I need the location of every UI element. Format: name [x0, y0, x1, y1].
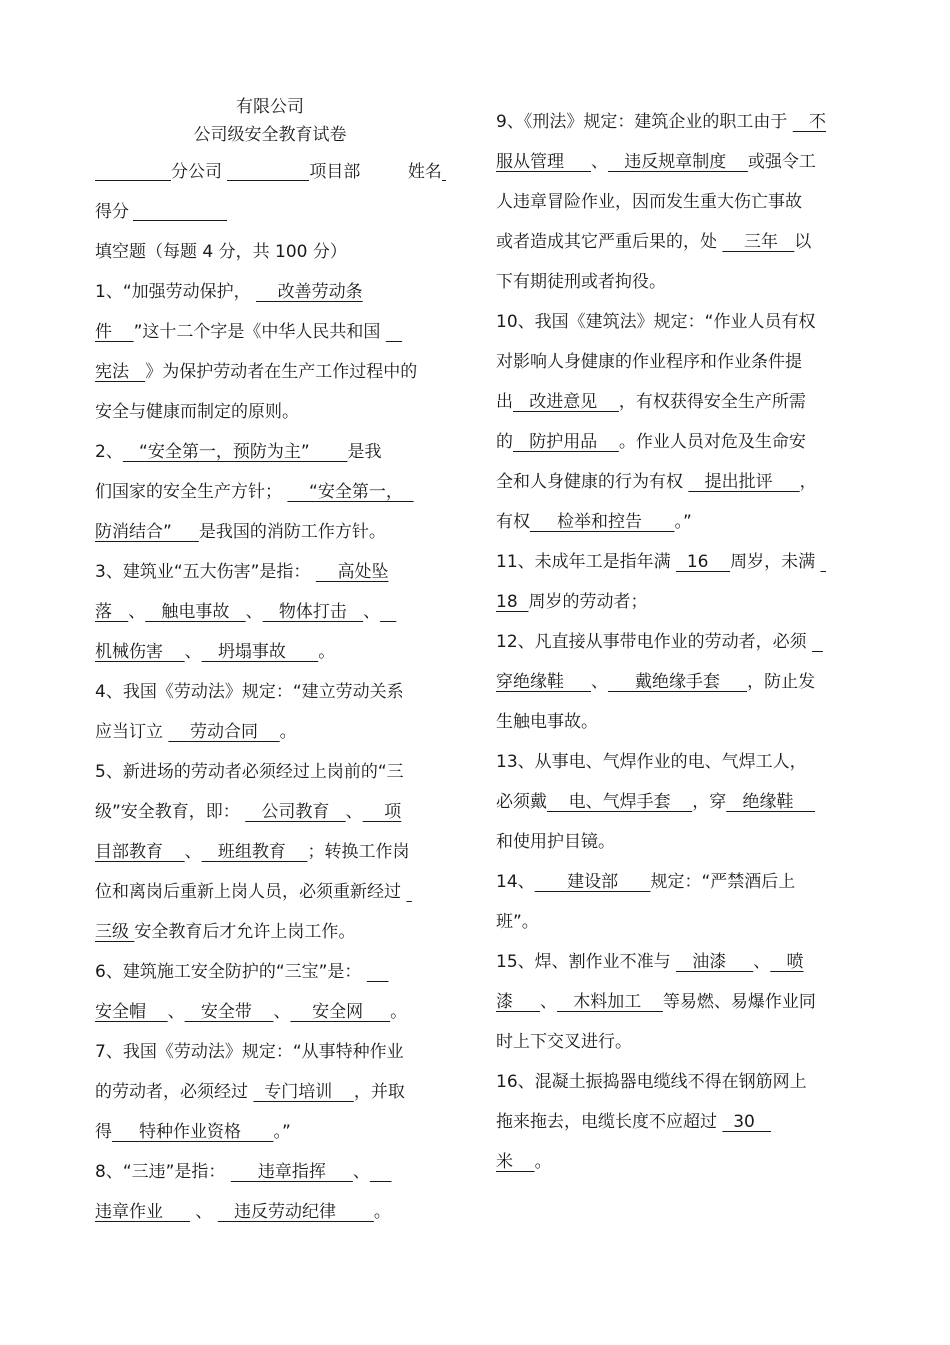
question-text: 生触电事故。	[496, 712, 598, 732]
right-line	[496, 831, 615, 853]
right-line	[496, 911, 539, 933]
question-text: 、	[753, 952, 771, 972]
question-text: ，有权获得安全生产所需	[618, 392, 806, 412]
question-text: 、	[245, 602, 263, 622]
right-line	[496, 951, 804, 973]
question-text: 7、我国《劳动法》规定：“从事特种作业	[95, 1042, 404, 1062]
question-text: 们国家的安全生产方针；	[95, 482, 288, 502]
question-text: ，	[799, 472, 817, 492]
left-line	[95, 1201, 391, 1223]
question-text: 、	[190, 1202, 218, 1222]
question-text: 、	[273, 1002, 291, 1022]
answer-fill[interactable]: 高处坠	[315, 562, 389, 582]
question-text: 对影响人身健康的作业程序和作业条件提	[496, 352, 802, 372]
right-line	[496, 511, 692, 533]
question-text: 、	[184, 642, 202, 662]
right-line	[496, 351, 802, 373]
right-line	[496, 111, 826, 133]
question-text: 周岁的劳动者；	[528, 592, 648, 612]
answer-fill[interactable]: 改善劳动条	[256, 282, 363, 302]
right-line	[496, 551, 826, 573]
answer-fill[interactable]: 建设部	[534, 872, 651, 892]
left-line	[95, 641, 335, 663]
question-text: 、	[167, 1002, 185, 1022]
answer-fill[interactable]: 防护用品	[513, 432, 619, 452]
question-text: 、	[591, 152, 609, 172]
question-text: 时上下交叉进行。	[496, 1032, 632, 1052]
right-line	[496, 711, 598, 733]
answer-fill[interactable]: “安全第一，	[287, 482, 414, 502]
name-blank[interactable]	[442, 162, 446, 181]
form-row	[95, 161, 446, 183]
right-line	[496, 271, 666, 293]
question-text: 或强令工	[747, 152, 816, 172]
answer-fill[interactable]: 专门培训	[253, 1082, 354, 1102]
question-text: 14、	[496, 872, 535, 892]
right-line	[496, 1031, 632, 1053]
answer-fill[interactable]	[812, 632, 823, 652]
question-text: 13、从事电、气焊作业的电、气焊工人，	[496, 752, 807, 772]
question-text: 2、	[95, 442, 123, 462]
question-text: 4、我国《劳动法》规定：“建立劳动关系	[95, 682, 404, 702]
answer-fill[interactable]	[386, 322, 402, 342]
right-line	[496, 311, 815, 333]
branch-blank[interactable]	[95, 162, 171, 181]
answer-fill[interactable]: 件	[95, 322, 134, 342]
question-text: 安全与健康而制定的原则。	[95, 402, 299, 422]
left-line	[95, 601, 396, 623]
score-blank[interactable]	[133, 202, 227, 221]
question-text: 规定：“严禁酒后上	[650, 872, 796, 892]
name-label: 姓名	[407, 162, 442, 182]
answer-fill[interactable]: “安全第一，预防为主”	[122, 442, 348, 462]
left-line	[95, 1161, 392, 1183]
question-text: 8、“三违”是指：	[95, 1162, 231, 1182]
question-text: 是我	[347, 442, 382, 462]
question-text: 。	[390, 1002, 408, 1022]
left-line	[95, 481, 414, 503]
company-name: 有限公司	[236, 97, 304, 117]
answer-fill[interactable]: 不	[792, 112, 826, 132]
dept-label: 项目部	[309, 162, 361, 182]
question-text: 。”	[273, 1122, 291, 1142]
question-text: 和使用护目镜。	[496, 832, 615, 852]
answer-fill[interactable]: 物体打击	[262, 602, 364, 622]
answer-fill[interactable]: 提出批评	[688, 472, 800, 492]
question-text: ”这十二个字是《中华人民共和国	[133, 322, 386, 342]
answer-fill[interactable]	[380, 602, 396, 622]
left-line	[95, 1001, 407, 1023]
answer-fill[interactable]: 公司教育	[245, 802, 346, 822]
right-line	[496, 871, 795, 893]
answer-fill[interactable]: 项	[362, 802, 402, 822]
answer-fill[interactable]: 米	[496, 1152, 535, 1172]
left-line	[95, 801, 401, 823]
left-line	[95, 1121, 291, 1143]
question-text: 15、焊、割作业不准与	[496, 952, 677, 972]
left-line	[95, 881, 412, 903]
answer-fill[interactable]: 违章指挥	[230, 1162, 353, 1182]
question-text: ，防止发	[747, 672, 816, 692]
score-label: 得分	[95, 202, 129, 222]
question-text: 10、我国《建筑法》规定：“作业人员有权	[496, 312, 816, 332]
question-text: 。	[279, 722, 297, 742]
question-text: 6、建筑施工安全防护的“三宝”是：	[95, 962, 367, 982]
right-line	[496, 1071, 807, 1093]
answer-fill[interactable]: 改进意见	[513, 392, 619, 412]
question-text: 以	[794, 232, 812, 252]
left-line	[95, 761, 404, 783]
question-text: 5、新进场的劳动者必须经过上岗前的“三	[95, 762, 404, 782]
question-text: 12、凡直接从事带电作业的劳动者，必须	[496, 632, 813, 652]
right-line	[496, 591, 647, 613]
right-line	[496, 151, 816, 173]
question-text: 、	[540, 992, 558, 1012]
answer-fill[interactable]: 机械伤害	[95, 642, 185, 662]
right-line	[496, 1111, 771, 1133]
right-line	[496, 231, 811, 253]
question-text: 等易燃、易爆作业同	[662, 992, 816, 1012]
right-line	[496, 1151, 552, 1173]
question-text: 全和人身健康的行为有权	[496, 472, 689, 492]
question-text: ，穿	[692, 792, 727, 812]
question-text: 、	[184, 842, 202, 862]
left-line	[95, 361, 417, 383]
question-text: ，并取	[353, 1082, 405, 1102]
answer-fill[interactable]: 木料加工	[557, 992, 663, 1012]
question-text: 》为保护劳动者在生产工作过程中的	[145, 362, 418, 382]
question-text: 16、混凝土振捣器电缆线不得在钢筋网上	[496, 1072, 807, 1092]
question-text: 的劳动者，必须经过	[95, 1082, 254, 1102]
question-text: 1、“加强劳动保护，	[95, 282, 257, 302]
question-text: 、	[363, 602, 381, 622]
answer-fill[interactable]: 触电事故	[145, 602, 246, 622]
answer-fill[interactable]: 三级	[95, 922, 135, 942]
right-line	[496, 391, 806, 413]
left-line	[95, 841, 409, 863]
answer-fill[interactable]: 服从管理	[496, 152, 592, 172]
answer-fill[interactable]: 穿绝缘鞋	[496, 672, 592, 692]
question-text: 。作业人员对危及生命安	[618, 432, 806, 452]
right-line	[496, 431, 806, 453]
answer-fill[interactable]: 30	[722, 1112, 772, 1132]
answer-fill[interactable]: 落	[95, 602, 129, 622]
answer-fill[interactable]: 18	[496, 592, 529, 612]
question-text: 位和离岗后重新上岗人员，必须重新经过	[95, 882, 407, 902]
question-text: 班”。	[496, 912, 539, 932]
answer-fill[interactable]: 检举和控告	[530, 512, 675, 532]
answer-fill[interactable]: 三年	[722, 232, 795, 252]
question-text: 11、未成年工是指年满	[496, 552, 677, 572]
question-text: ；转换工作岗	[307, 842, 410, 862]
question-text: 。”	[674, 512, 692, 532]
left-line	[95, 521, 386, 543]
question-text: 9、《刑法》规定：建筑企业的职工由于	[496, 112, 793, 132]
question-text: 安全教育后才允许上岗工作。	[134, 922, 356, 942]
left-line	[95, 401, 299, 423]
question-text: 周岁，未满	[730, 552, 821, 572]
answer-fill[interactable]: 违反劳动纪律	[217, 1202, 374, 1222]
question-text: 下有期徒刑或者拘役。	[496, 272, 666, 292]
question-text: 、	[591, 672, 609, 692]
question-text: 3、建筑业“五大伤害”是指：	[95, 562, 316, 582]
question-text: 有权	[496, 512, 530, 532]
score-row	[95, 201, 227, 223]
question-text: 级”安全教育，即：	[95, 802, 246, 822]
left-line	[95, 1041, 404, 1063]
section-title: 填空题（每题 4 分，共 100 分）	[95, 242, 347, 262]
answer-fill[interactable]: 劳动合同	[168, 722, 280, 742]
right-line	[496, 991, 816, 1013]
dept-blank[interactable]	[227, 162, 309, 181]
answer-fill[interactable]: 防消结合”	[95, 522, 199, 542]
answer-fill[interactable]	[367, 962, 389, 982]
right-line	[496, 671, 815, 693]
answer-fill[interactable]: 漆	[496, 992, 541, 1012]
left-line	[95, 441, 381, 463]
question-text: 得	[95, 1122, 112, 1142]
question-text: 人违章冒险作业，因而发生重大伤亡事故	[496, 192, 802, 212]
answer-fill[interactable]: 宪法	[95, 362, 146, 382]
question-text: 、	[345, 802, 363, 822]
left-line	[95, 281, 363, 303]
question-text: 、	[128, 602, 146, 622]
answer-fill[interactable]: 电、气焊手套	[547, 792, 693, 812]
left-line	[95, 921, 355, 943]
right-line	[496, 471, 817, 493]
right-line	[496, 191, 802, 213]
answer-fill[interactable]: 安全网	[290, 1002, 391, 1022]
left-line	[95, 721, 297, 743]
branch-label: 分公司	[171, 162, 222, 182]
answer-fill[interactable]: 特种作业资格	[112, 1122, 274, 1142]
question-text: 、	[352, 1162, 370, 1182]
answer-fill[interactable]: 目部教育	[95, 842, 185, 862]
answer-fill[interactable]: 16	[676, 552, 731, 572]
answer-fill[interactable]: 戴绝缘手套	[608, 672, 748, 692]
left-line	[95, 561, 388, 583]
answer-fill[interactable]: 油漆	[676, 952, 754, 972]
question-text: 。	[373, 1202, 391, 1222]
answer-fill[interactable]	[406, 882, 411, 902]
left-line	[95, 1081, 405, 1103]
question-text: 必须戴	[496, 792, 547, 812]
answer-fill[interactable]: 违反规章制度	[608, 152, 748, 172]
answer-fill[interactable]	[821, 552, 826, 572]
left-line	[95, 681, 404, 703]
question-text: 的	[496, 432, 513, 452]
left-line	[95, 321, 402, 343]
question-text: 。	[318, 642, 336, 662]
answer-fill[interactable]: 违章作业	[95, 1202, 191, 1222]
left-line	[95, 961, 388, 983]
answer-fill[interactable]: 安全带	[184, 1002, 274, 1022]
answer-fill[interactable]: 绝缘鞋	[726, 792, 816, 812]
question-text: 或者造成其它严重后果的，处	[496, 232, 723, 252]
right-line	[496, 751, 807, 773]
question-text: 应当订立	[95, 722, 169, 742]
right-line	[496, 791, 815, 813]
answer-fill[interactable]	[370, 1162, 392, 1182]
question-text: 拖来拖去，电缆长度不应超过	[496, 1112, 723, 1132]
question-text: 是我国的消防工作方针。	[198, 522, 386, 542]
question-text: 出	[496, 392, 513, 412]
right-line	[496, 631, 823, 653]
answer-fill[interactable]: 喷	[770, 952, 804, 972]
exam-title: 公司级安全教育试卷	[193, 125, 347, 145]
answer-fill[interactable]: 班组教育	[201, 842, 308, 862]
answer-fill[interactable]: 安全帽	[95, 1002, 168, 1022]
answer-fill[interactable]: 坍塌事故	[201, 642, 319, 662]
question-text: 。	[534, 1152, 552, 1172]
